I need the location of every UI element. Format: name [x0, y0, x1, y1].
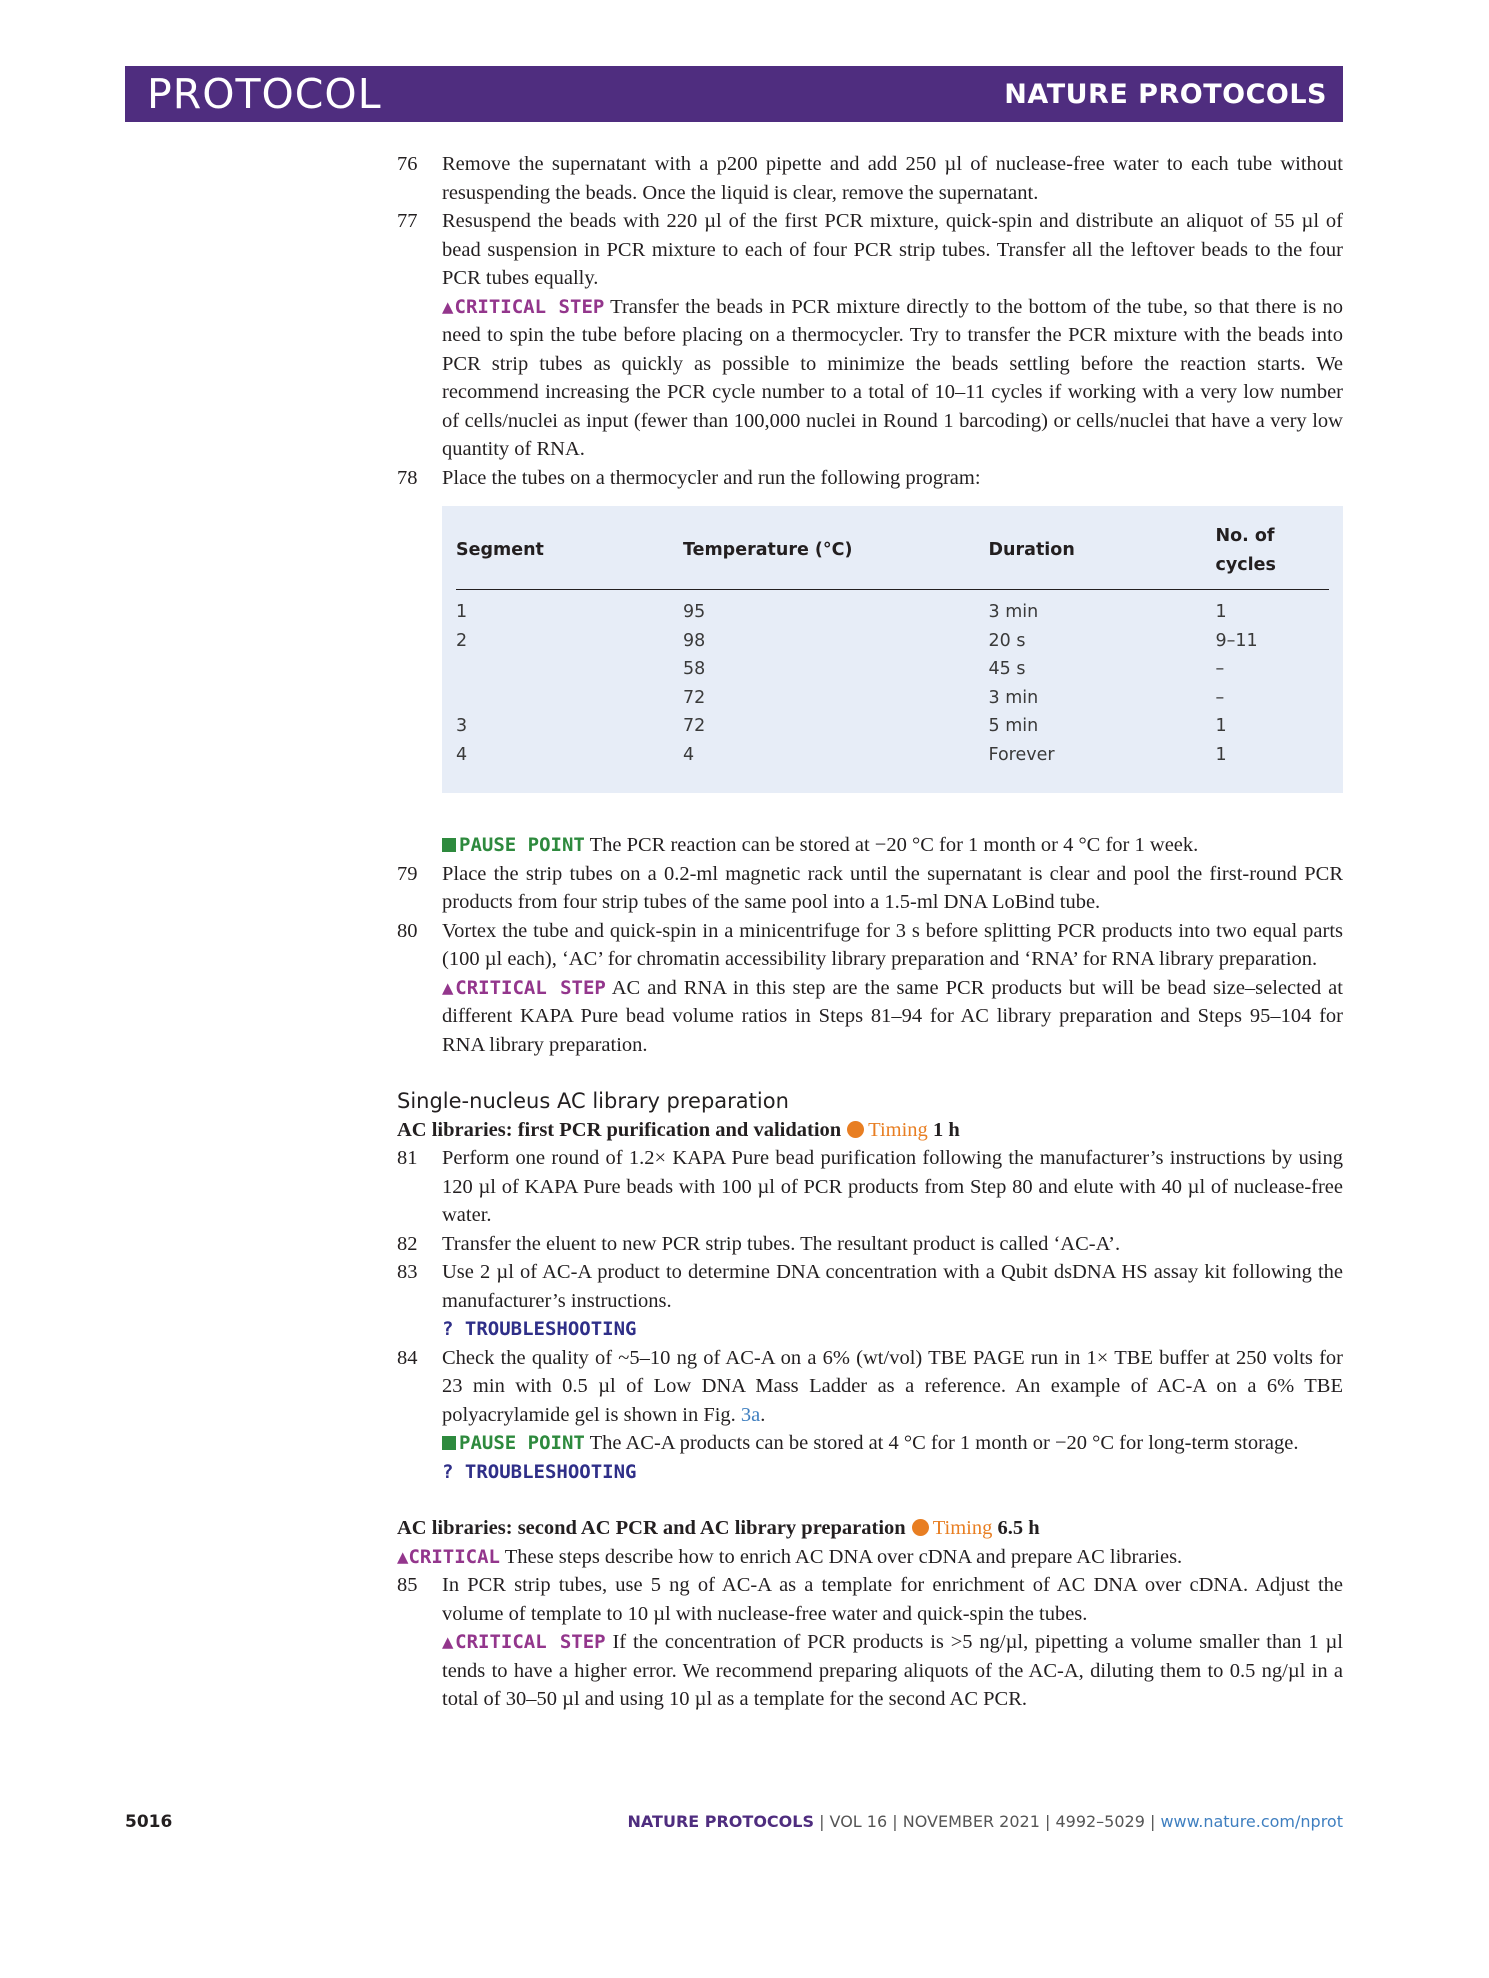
step-text: Vortex the tube and quick-spin in a minicentrifuge for 3 s before splitting PCR products into two equal parts (100 µl each), ‘AC’ for chromatin accessibility library preparation and ‘RNA’ for RNA library preparation. — [442, 919, 1343, 970]
critical-step-label: ▲CRITICAL STEP — [442, 295, 605, 318]
timing-dot-icon — [847, 1121, 864, 1138]
column-header: Temperature (°C) — [683, 516, 989, 590]
critical-step-text: If the concentration of PCR products is >5 ng/µl, pipetting a volume smaller than 1 µl tends to have a higher error. We recommend preparing aliquots of the AC-A, diluting them to 0.5 ng/µl in a total of 30–50 µl and using 10 µl as a template for the second AC PCR. — [442, 1631, 1344, 1710]
table-cell: 1 — [456, 602, 468, 622]
table-cell: 58 — [682, 659, 706, 679]
step-number: 83 — [397, 1261, 418, 1283]
pause-point-84 — [397, 1429, 1343, 1458]
step-text: In PCR strip tubes, use 5 ng of AC-A as a template for enrichment of AC DNA over cDNA. Adjust the volume of template to 10 µl with nuclease-free water and quick-spin the tubes. — [442, 1574, 1343, 1625]
pause-point-text: The AC-A products can be stored at 4 °C for 1 month or −20 °C for long-term storage. — [589, 1432, 1299, 1454]
critical-text: These steps describe how to enrich AC DNA over cDNA and prepare AC libraries. — [504, 1545, 1183, 1568]
step-number: 84 — [397, 1346, 418, 1369]
column-header: No. of cycles — [1215, 516, 1329, 590]
table-header-row — [456, 516, 1329, 590]
table-cell: 45 s — [988, 659, 1026, 679]
table-cell — [456, 684, 683, 713]
timing-label: Timing — [932, 1517, 993, 1539]
table-cell: 4 — [682, 744, 695, 765]
pause-point-label: PAUSE POINT — [459, 834, 585, 856]
table-cell: 98 — [682, 630, 706, 651]
step-text-end: . — [760, 1403, 766, 1426]
table-cell: 3 — [456, 716, 468, 736]
table-cell: 4 — [456, 744, 468, 765]
step-76 — [397, 150, 1343, 207]
table-cell: 1 — [1215, 602, 1227, 622]
header-banner — [125, 66, 1343, 122]
main-content — [397, 150, 1343, 1714]
table-cell: 3 min — [988, 687, 1039, 708]
thermocycler-table — [442, 506, 1343, 793]
critical-step-label: ▲CRITICAL STEP — [442, 1631, 606, 1653]
timing-label: Timing — [868, 1118, 928, 1141]
step-number: 79 — [397, 862, 418, 885]
table-cell: 72 — [682, 687, 706, 708]
subsection-title: AC libraries: first PCR purification and validation — [397, 1118, 842, 1141]
table-cell: 5 min — [988, 716, 1039, 736]
table-cell: 9–11 — [1215, 630, 1258, 651]
table-cell — [456, 655, 683, 684]
step-text: Perform one round of 1.2× KAPA Pure bead purification following the manufacturer’s instructions by using 120 µl of KAPA Pure beads with 100 µl of PCR products from Step 80 and elute with 40 µl of nuclease-free water. — [442, 1147, 1343, 1226]
table-cell: 3 min — [988, 602, 1039, 622]
table-cell: Forever — [988, 744, 1055, 765]
critical-step-80 — [397, 974, 1343, 1060]
step-text: Transfer the eluent to new PCR strip tubes. The resultant product is called ‘AC-A’. — [442, 1232, 1121, 1255]
section-label: PROTOCOL — [147, 70, 382, 118]
step-83 — [397, 1258, 1343, 1315]
step-80 — [397, 917, 1343, 974]
timing-dot-icon — [912, 1519, 929, 1536]
pause-point-78 — [397, 831, 1343, 860]
table-row — [456, 655, 1329, 684]
table-cell: 20 s — [988, 630, 1026, 651]
step-text: Place the tubes on a thermocycler and run the following program: — [442, 466, 981, 489]
footer-date: NOVEMBER 2021 — [902, 1812, 1040, 1831]
critical-step-text: Transfer the beads in PCR mixture directly to the bottom of the tube, so that there is no need to spin the tube before placing on a thermocycler. Try to transfer the PCR mixture with the beads into PCR strip tubes as quickly as possible to minimize the beads settling before the reaction starts. We recommend increasing the PCR cycle number to a total of 10–11 cycles if working with a very low number of cells/nuclei as input (fewer than 100,000 nuclei in Round 1 barcoding) or cells/nuclei that have a very low quantity of RNA. — [442, 295, 1343, 460]
critical-step-text: AC and RNA in this step are the same PCR products but will be bead size–selected at different KAPA Pure bead volume ratios in Steps 81–94 for AC library preparation and Steps 95–104 for RNA library preparation. — [442, 976, 1343, 1056]
step-79 — [397, 860, 1343, 917]
pause-square-icon — [442, 838, 456, 852]
table-cell: – — [1215, 659, 1225, 679]
step-77 — [397, 207, 1343, 293]
step-number: 78 — [397, 466, 418, 489]
step-number: 81 — [397, 1147, 418, 1169]
step-78 — [397, 464, 1343, 493]
subsection-title: AC libraries: second AC PCR and AC library preparation — [397, 1517, 906, 1539]
critical-step-77 — [397, 293, 1343, 464]
step-81 — [397, 1144, 1343, 1230]
step-text: Resuspend the beads with 220 µl of the first PCR mixture, quick-spin and distribute an aliquot of 55 µl of bead suspension in PCR mixture to each of four PCR strip tubes. Transfer all the leftover beads to the four PCR tubes equally. — [442, 210, 1343, 289]
table-cell: 1 — [1215, 716, 1227, 736]
troubleshooting-link: ? TROUBLESHOOTING — [442, 1318, 637, 1340]
step-text: Check the quality of ~5–10 ng of AC-A on a 6% (wt/vol) TBE PAGE run in 1× TBE buffer at 250 volts for 23 min with 0.5 µl of Low DNA Mass Ladder as a reference. An example of AC-A on a 6% TBE polyacrylamide gel is shown in Fig. — [442, 1346, 1343, 1426]
step-number: 76 — [397, 153, 418, 175]
step-85 — [397, 1571, 1343, 1628]
table-row — [456, 684, 1329, 713]
footer-citation: NATURE PROTOCOLS | VOL 16 | NOVEMBER 2021 | 4992–5029 | www.nature.com/nprot — [627, 1812, 1343, 1831]
step-text: Remove the supernatant with a p200 pipette and add 250 µl of nuclease-free water to each tube without resuspending the beads. Once the liquid is clear, remove the supernatant. — [442, 153, 1343, 204]
subsection-heading — [397, 1514, 1343, 1543]
step-82 — [397, 1230, 1343, 1259]
timing-value: 6.5 h — [997, 1517, 1040, 1539]
table-row — [456, 741, 1329, 770]
pause-point-label: PAUSE POINT — [459, 1432, 585, 1454]
pause-point-text: The PCR reaction can be stored at −20 °C for 1 month or 4 °C for 1 week. — [589, 834, 1199, 856]
journal-label: NATURE PROTOCOLS — [1004, 79, 1327, 110]
step-number: 82 — [397, 1232, 418, 1255]
table-row — [456, 627, 1329, 656]
table-row — [456, 712, 1329, 741]
footer-volume: VOL 16 — [829, 1812, 888, 1831]
page-number: 5016 — [125, 1812, 173, 1832]
step-text: Place the strip tubes on a 0.2-ml magnetic rack until the supernatant is clear and pool the first-round PCR products from four strip tubes of the same pool into a 1.5-ml DNA LoBind tube. — [442, 862, 1343, 913]
footer-url[interactable]: www.nature.com/nprot — [1160, 1812, 1343, 1831]
figure-link[interactable]: 3a — [740, 1403, 761, 1426]
section-heading: Single-nucleus AC library preparation — [397, 1089, 789, 1113]
table-cell: 72 — [682, 716, 706, 736]
critical-label: ▲CRITICAL — [397, 1545, 500, 1568]
table-cell: 1 — [1215, 744, 1227, 765]
subsection-heading — [397, 1116, 1343, 1145]
step-number: 85 — [397, 1574, 418, 1596]
table-cell: 95 — [682, 602, 706, 622]
table-row — [456, 590, 1329, 627]
step-84 — [397, 1344, 1343, 1430]
step-number: 80 — [397, 919, 418, 942]
footer-journal: NATURE PROTOCOLS — [627, 1812, 814, 1831]
step-text: Use 2 µl of AC-A product to determine DNA concentration with a Qubit dsDNA HS assay kit following the manufacturer’s instructions. — [442, 1261, 1343, 1312]
column-header: Segment — [456, 516, 683, 590]
critical-note — [397, 1543, 1343, 1572]
troubleshooting-link: ? TROUBLESHOOTING — [442, 1460, 637, 1483]
critical-step-label: ▲CRITICAL STEP — [442, 976, 606, 999]
timing-value: 1 h — [932, 1118, 960, 1141]
column-header: Duration — [989, 516, 1216, 590]
critical-step-85 — [397, 1628, 1343, 1714]
step-number: 77 — [397, 210, 418, 232]
table-cell: – — [1215, 687, 1225, 708]
footer-pages: 4992–5029 — [1055, 1812, 1145, 1831]
pause-square-icon — [442, 1436, 456, 1450]
table-cell: 2 — [456, 630, 468, 651]
